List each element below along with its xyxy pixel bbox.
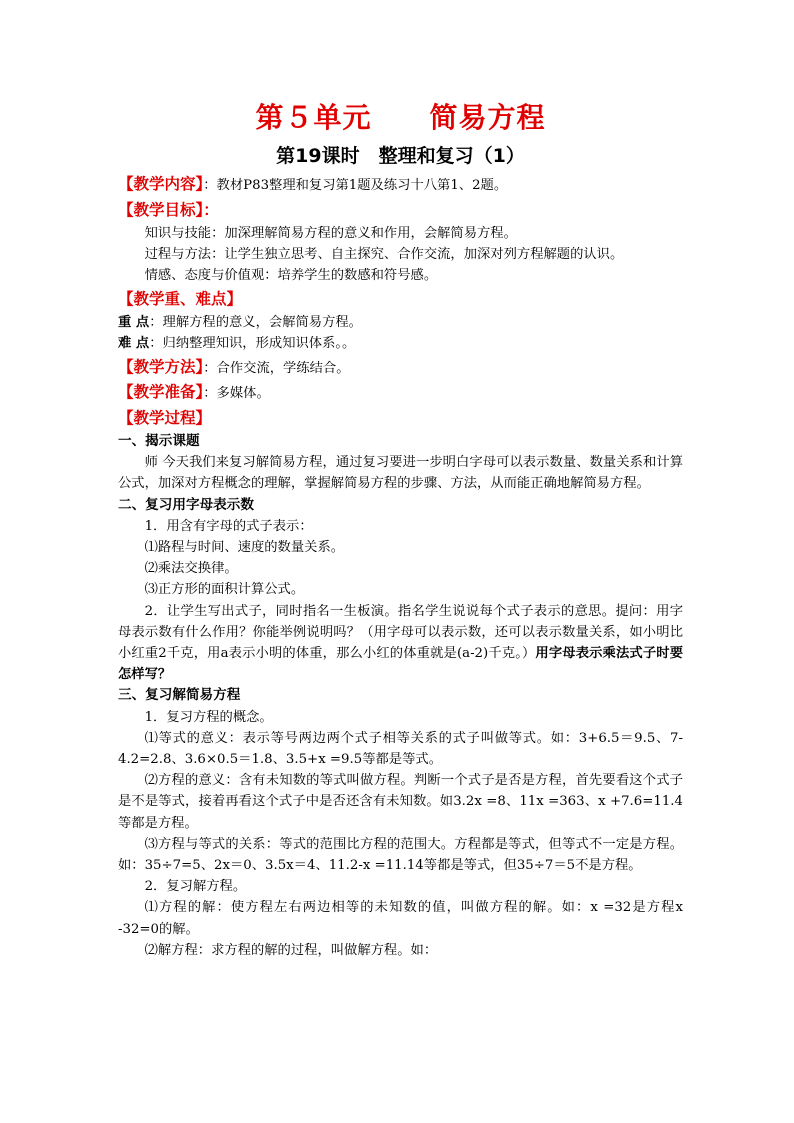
key-point [118, 312, 683, 333]
section-3-item-2: 2．复习解方程。 [144, 879, 247, 895]
section-heading-1: 一、揭示课题 [118, 433, 200, 450]
teaching-process-label: 【教学过程】 [118, 408, 212, 427]
goal-process: 过程与方法：让学生独立思考、自主探究、合作交流，加深对列方程解题的认识。 [144, 247, 624, 263]
teaching-method-row [118, 356, 683, 381]
section-2-item-1a: ⑴路程与时间、速度的数量关系。 [144, 540, 345, 556]
section-3-item-1a: ⑴等式的意义：表示等号两边两个式子相等关系的式子叫做等式。如：3+6.5＝9.5、7-4.2=2.8、3.6×0.5＝1.8、3.5+x =9.5等都是等式。 [118, 730, 683, 768]
section-2-item-1: 1．用含有字母的式子表示： [144, 518, 313, 534]
section-2-item-1b: ⑵乘法交换律。 [144, 561, 238, 577]
goal-emotion: 情感、态度与价值观：培养学生的数感和符号感。 [144, 268, 438, 284]
section-3-item-2a: ⑴方程的解：使方程左右两边相等的未知数的值，叫做方程的解。如：x =32是方程x -32=0的解。 [118, 900, 683, 937]
section-2-item-2-question: 用字母表示乘法式子时要怎样写？ [118, 646, 683, 683]
section-2-item-2 [118, 601, 683, 686]
difficult-point-text: ：归纳整理知识，形成知识体系。。 [149, 336, 356, 352]
difficult-point [118, 333, 683, 354]
key-points-label: 【教学重、难点】 [118, 289, 243, 308]
teaching-prep-row [118, 381, 683, 406]
key-point-text: ：理解方程的意义，会解简易方程。 [149, 315, 362, 331]
teaching-process-row [118, 407, 683, 432]
section-3-item-1c: ⑶方程与等式的关系：等式的范围比方程的范围大。方程都是等式，但等式不一定是方程。如：35÷7=5、2x＝0、3.5x＝4、11.2-x =11.14等都是等式，但35÷7＝5不是方程。 [118, 836, 683, 874]
lesson-title: 第19课时 整理和复习（1） [276, 145, 525, 167]
difficult-point-label: 难 点 [118, 336, 150, 352]
section-3-item-1b: ⑵方程的意义：含有未知数的等式叫做方程。判断一个式子是否是方程，首先要看这个式子是不是等式，接着再看这个式子中是否还含有未知数。如3.2x =8、11x =363、x +7.6=11.4等都是方程。 [118, 773, 683, 831]
teaching-goals-colon: ： [203, 200, 219, 219]
unit-title: 第５单元 简易方程 [255, 101, 546, 134]
teaching-content-text: ：教材P83整理和复习第1题及练习十八第1、2题。 [203, 178, 508, 193]
section-2-item-1c: ⑶正方形的面积计算公式。 [144, 582, 305, 598]
teaching-method-text: ：合作交流，学练结合。 [203, 360, 350, 376]
section-1-paragraph: 师 今天我们来复习解简易方程，通过复习要进一步明白字母可以表示数量、数量关系和计算公式，加深对方程概念的理解，掌握解简易方程的步骤、方法，从而能正确地解简易方程。 [118, 455, 683, 492]
teaching-content-label: 【教学内容】 [118, 175, 204, 193]
key-point-label: 重 点 [118, 315, 150, 331]
section-3-item-1: 1．复习方程的概念。 [144, 709, 273, 725]
section-heading-2: 二、复习用字母表示数 [118, 496, 254, 513]
lesson-plan [118, 95, 683, 961]
goal-knowledge: 知识与技能：加深理解简易方程的意义和作用，会解简易方程。 [144, 226, 517, 241]
section-heading-3: 三、复习解简易方程 [118, 687, 241, 704]
section-3-item-2b: ⑵解方程：求方程的解的过程，叫做解方程。如： [144, 942, 438, 958]
teaching-goals-row [118, 199, 683, 224]
teaching-method-label: 【教学方法】 [118, 357, 204, 376]
key-points-row [118, 288, 683, 313]
teaching-prep-label: 【教学准备】 [118, 383, 204, 402]
teaching-prep-text: ：多媒体。 [203, 386, 270, 402]
teaching-content-row [118, 173, 683, 198]
teaching-goals-label: 【教学目标】 [118, 200, 204, 219]
section-2-item-2-text: 2．让学生写出式子，同时指名一生板演。指名学生说说每个式子表示的意思。提问：用字母表示数有什么作用？你能举例说明吗？（用字母可以表示数，还可以表示数量关系，如小明比小红重2千克，用a表示小明的体重，那么小红的体重就是(a-2)千克。） [118, 603, 683, 662]
